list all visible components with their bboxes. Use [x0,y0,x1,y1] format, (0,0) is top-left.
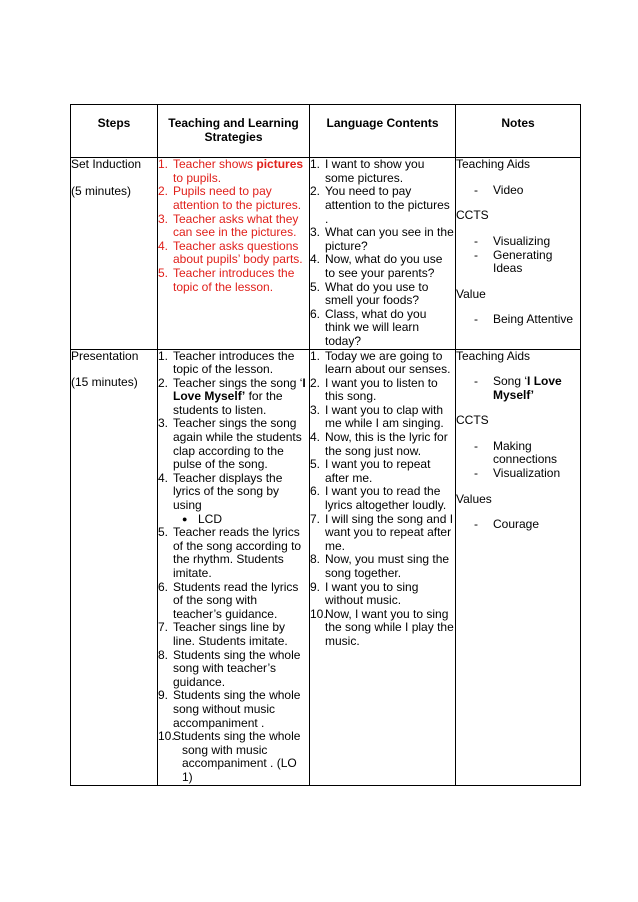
list-item: 3. What can you see in the picture? [310,225,454,253]
list-item: - Making connections [474,438,558,467]
list-item: 6. I want you to read the lyrics altogether loudly. [310,484,447,513]
list-item: - Song ‘I Love Myself’ [474,374,562,402]
list-item: - Courage [474,517,540,532]
ccts-label: CCTS [456,413,489,428]
notes-cell [456,158,581,349]
table-row [71,349,581,785]
strategies-cell [158,158,310,349]
language-cell [310,158,456,349]
list-item: - Visualization [474,466,561,481]
step-cell [71,349,158,785]
teaching-aids-label: Teaching Aids [456,348,531,363]
list-item: 4. Now, this is the lyric for the song just now. [310,430,448,458]
strategies-cell [158,349,310,785]
list-item: 1. Today we are going to learn about our senses. [310,348,451,377]
list-item: 4. Teacher asks questions about pupils’ body parts. [158,238,303,267]
list-item: 7. I will sing the song and I want you to repeat after me. [310,511,454,553]
list-item: - Visualizing [474,233,551,248]
notes-cell [456,349,581,785]
step-duration: (15 minutes) [71,375,138,390]
header-language-contents: Language Contents [310,105,456,158]
list-item: - Being Attentive [474,312,574,327]
list-item: 3. Teacher asks what they can see in the pictures. [158,211,299,240]
teaching-aids-label: Teaching Aids [456,157,531,172]
sub-bullet-item: ● LCD [182,511,223,526]
language-cell [310,349,456,785]
list-item: 5. Teacher reads the lyrics of the song according to the rhythm. Students imitate. [158,525,302,580]
step-name: Presentation [71,348,139,363]
list-item: 10. Students sing the whole song with music accompaniment . (LO 1) [158,729,301,784]
list-item: 6. Students read the lyrics of the song with teacher’s guidance. [158,579,299,621]
list-item: 4. Teacher displays the lyrics of the song by using ● LCD [158,472,309,526]
header-notes: Notes [456,105,581,158]
list-item: 7. Teacher sings line by line. Students imitate. [158,620,288,648]
list-item: 6. Class, what do you think we will learn today? [310,306,427,348]
ccts-label: CCTS [456,208,489,223]
step-name: Set Induction [71,157,142,172]
values-label: Values [456,491,492,506]
list-item: 8. Students sing the whole song with teacher’s guidance. [158,647,301,689]
table-row [71,158,581,349]
list-item: 5. I want you to repeat after me. [310,457,431,485]
list-item: 2. I want you to listen to this song. [310,375,438,404]
list-item: 5. Teacher introduces the topic of the lesson. [158,265,295,294]
list-item: 1. Teacher shows pictures to pupils. [158,157,304,185]
list-item: 4. Now, what do you use to see your parents? [310,252,443,280]
list-item: - Generating Ideas [474,247,553,276]
list-item: 9. I want you to sing without music. [310,579,419,608]
lesson-plan-table [70,104,581,786]
step-duration: (5 minutes) [71,183,132,198]
list-item: 10. Now, I want you to sing the song while I play the music. [310,606,454,648]
list-item: 8. Now, you must sing the song together. [310,552,450,580]
list-item: 2. Pupils need to pay attention to the pictures. [158,184,302,212]
list-item: - Video [474,182,524,197]
list-item: 3. Teacher sings the song again while the students clap according to the pulse of the song. [158,416,302,472]
header-steps: Steps [71,105,158,158]
list-item: 2. Teacher sings the song ‘I Love Myself’ for the students to listen. [158,375,306,417]
list-item: 2. You need to pay attention to the pictures . [310,184,450,226]
list-item: 3. I want you to clap with me while I am singing. [310,402,444,431]
list-item: 9. Students sing the whole song without music accompaniment . [158,688,301,730]
step-cell [71,158,158,349]
list-item: 1. I want to show you some pictures. [310,157,425,185]
header-strategies: Teaching and Learning Strategies [158,105,310,158]
list-item: 1. Teacher introduces the topic of the lesson. [158,348,295,377]
table-header-row [71,105,581,158]
list-item: 5. What do you use to smell your foods? [310,279,429,308]
value-label: Value [456,286,486,301]
